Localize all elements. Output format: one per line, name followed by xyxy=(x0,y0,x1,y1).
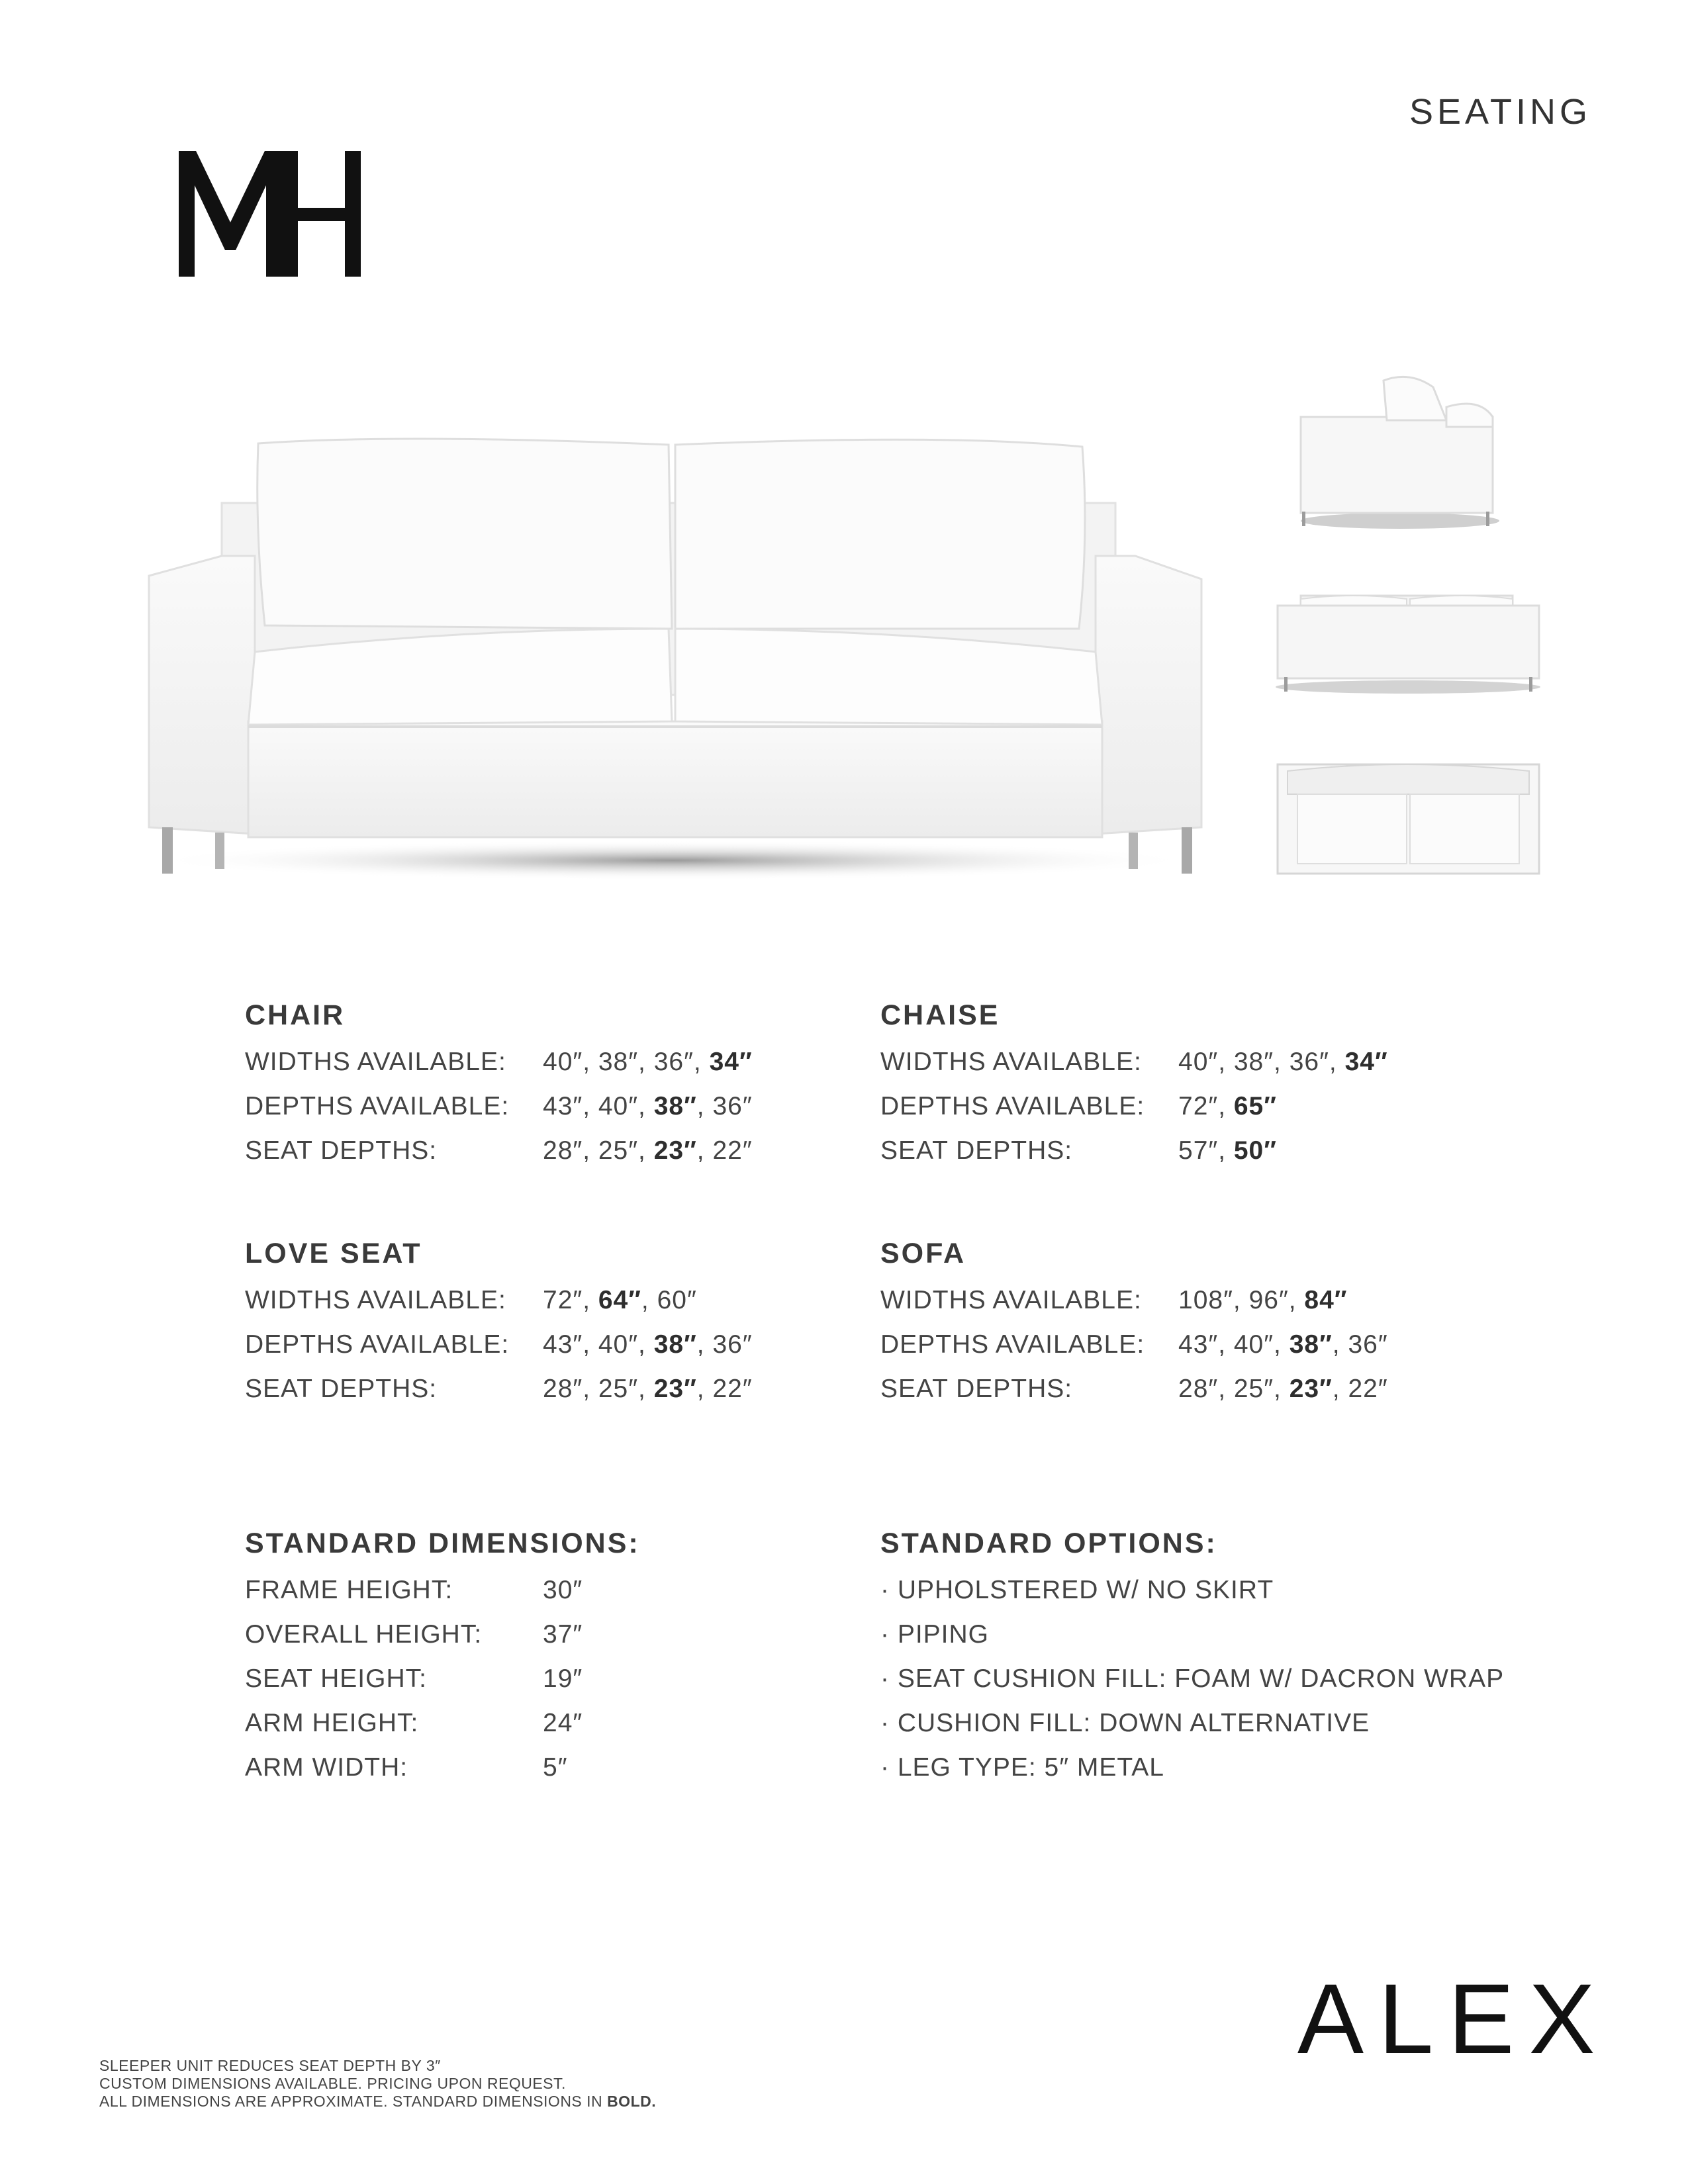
option-value: 25″ xyxy=(598,1136,639,1165)
spec-block-sofa xyxy=(880,1238,1388,1411)
spec-label: SEAT DEPTHS: xyxy=(880,1374,1073,1403)
brand-wordmark: ALEX xyxy=(1297,1963,1610,2074)
sofa-side-view-image xyxy=(1294,367,1506,539)
dimension-label: SEAT HEIGHT: xyxy=(245,1664,427,1693)
spec-row xyxy=(245,1084,753,1128)
spec-title-sofa: SOFA xyxy=(880,1238,966,1269)
standard-dimensions-block xyxy=(245,1527,640,1790)
spec-values: 57″, 50″ xyxy=(1178,1136,1277,1165)
spec-values: 40″, 38″, 36″, 34″ xyxy=(1178,1047,1388,1076)
standard-dimensions-title: STANDARD DIMENSIONS: xyxy=(245,1527,640,1559)
standard-value: 50″ xyxy=(1233,1136,1277,1165)
standard-options-title: STANDARD OPTIONS: xyxy=(880,1527,1217,1559)
dimension-value: 24″ xyxy=(543,1708,583,1737)
spec-values: 72″, 64″, 60″ xyxy=(543,1285,697,1314)
spec-label: WIDTHS AVAILABLE: xyxy=(245,1285,506,1314)
spec-values: 72″, 65″ xyxy=(1178,1091,1277,1120)
dimension-value: 5″ xyxy=(543,1752,568,1782)
dimension-label: FRAME HEIGHT: xyxy=(245,1575,453,1604)
option-value: 38″ xyxy=(598,1047,639,1076)
option-value: 40″ xyxy=(1178,1047,1219,1076)
standard-value: 23″ xyxy=(653,1136,697,1165)
spec-label: WIDTHS AVAILABLE: xyxy=(245,1047,506,1076)
option-value: 60″ xyxy=(657,1285,697,1314)
standard-value: 34″ xyxy=(1344,1047,1388,1076)
footer-note: CUSTOM DIMENSIONS AVAILABLE. PRICING UPON REQUEST. xyxy=(99,2075,566,2092)
dimension-row xyxy=(245,1612,640,1657)
spec-title-love-seat: LOVE SEAT xyxy=(245,1238,422,1269)
spec-row xyxy=(880,1278,1388,1322)
option-value: 72″ xyxy=(543,1285,583,1314)
spec-label: WIDTHS AVAILABLE: xyxy=(880,1047,1142,1076)
standard-value: 84″ xyxy=(1304,1285,1348,1314)
spec-row xyxy=(245,1040,753,1084)
spec-row xyxy=(245,1322,753,1367)
dimension-label: OVERALL HEIGHT: xyxy=(245,1619,483,1649)
footer-note-text: ALL DIMENSIONS ARE APPROXIMATE. STANDARD DIMENSIONS IN xyxy=(99,2093,608,2110)
option-value: 28″ xyxy=(543,1136,583,1165)
spec-row xyxy=(880,1084,1388,1128)
option-item: · SEAT CUSHION FILL: FOAM W/ DACRON WRAP xyxy=(880,1664,1505,1693)
page-category-title: SEATING xyxy=(1409,92,1591,132)
option-value: 22″ xyxy=(1348,1374,1388,1403)
footer-notes xyxy=(99,2057,656,2111)
option-value: 43″ xyxy=(543,1330,583,1359)
standard-options-block xyxy=(880,1527,1504,1790)
option-value: 57″ xyxy=(1178,1136,1219,1165)
spec-values: 28″, 25″, 23″, 22″ xyxy=(1178,1374,1388,1403)
standard-value: 23″ xyxy=(653,1374,697,1403)
footer-note-bold: BOLD. xyxy=(607,2093,657,2110)
spec-label: SEAT DEPTHS: xyxy=(245,1374,438,1403)
standard-value: 65″ xyxy=(1233,1091,1277,1120)
footer-note: SLEEPER UNIT REDUCES SEAT DEPTH BY 3″ xyxy=(99,2057,441,2074)
option-value: 36″ xyxy=(712,1330,753,1359)
spec-row xyxy=(245,1367,753,1411)
spec-values: 43″, 40″, 38″, 36″ xyxy=(543,1330,753,1359)
dimension-label: ARM HEIGHT: xyxy=(245,1708,419,1737)
standard-value: 34″ xyxy=(709,1047,753,1076)
option-item: · PIPING xyxy=(880,1619,990,1649)
spec-label: DEPTHS AVAILABLE: xyxy=(245,1330,510,1359)
standard-value: 64″ xyxy=(598,1285,641,1314)
dimension-row xyxy=(245,1701,640,1745)
sofa-top-view-image xyxy=(1274,758,1542,880)
sofa-hero-image xyxy=(142,430,1211,887)
dimension-value: 30″ xyxy=(543,1575,583,1604)
dimension-label: ARM WIDTH: xyxy=(245,1752,408,1782)
option-value: 40″ xyxy=(598,1091,639,1120)
spec-title-chair: CHAIR xyxy=(245,999,346,1031)
spec-label: SEAT DEPTHS: xyxy=(245,1136,438,1165)
standard-value: 23″ xyxy=(1289,1374,1333,1403)
spec-block-love-seat xyxy=(245,1238,753,1411)
option-value: 25″ xyxy=(1233,1374,1274,1403)
mh-logo xyxy=(179,151,361,277)
standard-value: 38″ xyxy=(1289,1330,1333,1359)
option-value: 36″ xyxy=(712,1091,753,1120)
dimension-value: 37″ xyxy=(543,1619,583,1649)
spec-block-chair xyxy=(245,999,753,1173)
dimension-row xyxy=(245,1568,640,1612)
option-value: 36″ xyxy=(653,1047,694,1076)
option-item: · LEG TYPE: 5″ METAL xyxy=(880,1752,1164,1782)
spec-label: WIDTHS AVAILABLE: xyxy=(880,1285,1142,1314)
spec-label: SEAT DEPTHS: xyxy=(880,1136,1073,1165)
option-value: 36″ xyxy=(1289,1047,1329,1076)
option-value: 43″ xyxy=(1178,1330,1219,1359)
option-value: 22″ xyxy=(712,1136,753,1165)
spec-values: 43″, 40″, 38″, 36″ xyxy=(543,1091,753,1120)
option-value: 28″ xyxy=(543,1374,583,1403)
spec-values: 28″, 25″, 23″, 22″ xyxy=(543,1374,753,1403)
spec-block-chaise xyxy=(880,999,1388,1173)
spec-values: 108″, 96″, 84″ xyxy=(1178,1285,1348,1314)
spec-label: DEPTHS AVAILABLE: xyxy=(880,1091,1145,1120)
standard-value: 38″ xyxy=(653,1330,697,1359)
sofa-front-view-image xyxy=(1274,582,1542,698)
dimension-row xyxy=(245,1745,640,1790)
option-value: 36″ xyxy=(1348,1330,1388,1359)
spec-values: 28″, 25″, 23″, 22″ xyxy=(543,1136,753,1165)
spec-title-chaise: CHAISE xyxy=(880,999,1000,1031)
spec-row xyxy=(880,1322,1388,1367)
option-value: 40″ xyxy=(1233,1330,1274,1359)
option-value: 22″ xyxy=(712,1374,753,1403)
spec-values: 43″, 40″, 38″, 36″ xyxy=(1178,1330,1388,1359)
option-value: 28″ xyxy=(1178,1374,1219,1403)
dimension-value: 19″ xyxy=(543,1664,583,1693)
option-value: 40″ xyxy=(598,1330,639,1359)
spec-row xyxy=(880,1367,1388,1411)
option-item: · CUSHION FILL: DOWN ALTERNATIVE xyxy=(880,1708,1370,1737)
option-item: · UPHOLSTERED W/ NO SKIRT xyxy=(880,1575,1274,1604)
option-value: 40″ xyxy=(543,1047,583,1076)
standard-value: 38″ xyxy=(653,1091,697,1120)
spec-label: DEPTHS AVAILABLE: xyxy=(245,1091,510,1120)
option-value: 108″ xyxy=(1178,1285,1233,1314)
spec-row xyxy=(245,1128,753,1173)
spec-row xyxy=(880,1040,1388,1084)
option-value: 38″ xyxy=(1233,1047,1274,1076)
footer-note xyxy=(99,2093,656,2111)
option-value: 25″ xyxy=(598,1374,639,1403)
option-value: 96″ xyxy=(1248,1285,1289,1314)
option-value: 72″ xyxy=(1178,1091,1219,1120)
option-value: 43″ xyxy=(543,1091,583,1120)
spec-values: 40″, 38″, 36″, 34″ xyxy=(543,1047,753,1076)
spec-label: DEPTHS AVAILABLE: xyxy=(880,1330,1145,1359)
spec-row xyxy=(245,1278,753,1322)
dimension-row xyxy=(245,1657,640,1701)
spec-row xyxy=(880,1128,1388,1173)
